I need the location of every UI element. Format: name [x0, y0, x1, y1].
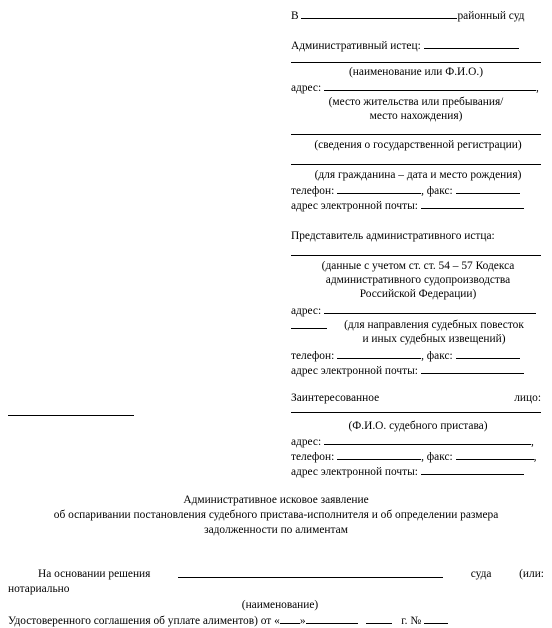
representative-address-label: адрес: — [291, 305, 322, 317]
interested-label-line — [291, 391, 541, 405]
interested-phone-line: телефон: , факс: , — [291, 451, 537, 463]
body-p2-q: » — [299, 615, 306, 627]
representative-phone-line — [291, 348, 520, 363]
plaintiff-address-hint-2: место нахождения) — [369, 110, 463, 122]
representative-email-label: адрес электронной почты: — [291, 365, 418, 377]
document-title-3: задолженности по алиментам — [204, 524, 348, 536]
body-name-hint: (наименование) — [241, 599, 319, 611]
plaintiff-phone-line — [291, 183, 520, 198]
interested-phone-field[interactable] — [337, 449, 421, 460]
court-prefix: В — [291, 10, 299, 22]
plaintiff-registration-hint: (сведения о государственной регистрации) — [314, 139, 522, 151]
representative-data-field[interactable] — [291, 255, 541, 256]
plaintiff-email-line — [291, 198, 524, 213]
interested-phone-label: телефон: — [291, 451, 335, 463]
plaintiff-address-field[interactable] — [324, 80, 536, 91]
plaintiff-phone-label: телефон: — [291, 185, 335, 197]
plaintiff-address-hint-1: (место жительства или пребывания/ — [328, 96, 504, 108]
body-p1-notarial: нотариально — [8, 583, 70, 595]
document-title-2: об оспаривании постановления судебного пристава-исполнителя и об определении размера — [53, 509, 499, 521]
body-paragraph-1 — [8, 567, 544, 581]
court-suffix: районный суд — [457, 10, 525, 22]
body-p1-start: На основании решения — [38, 568, 151, 580]
plaintiff-address-line: адрес: , — [291, 82, 539, 94]
agreement-month-field[interactable] — [306, 613, 358, 624]
plaintiff-fax-field[interactable] — [456, 183, 520, 194]
interested-address-line: адрес: , — [291, 436, 534, 448]
representative-label: Представитель административного истца: — [291, 230, 495, 242]
plaintiff-fax-label: , факс: — [421, 185, 453, 197]
court-line — [291, 8, 524, 23]
interested-email-label: адрес электронной почты: — [291, 466, 418, 478]
representative-address-hint-2: и иных судебных извещений) — [362, 333, 506, 345]
plaintiff-email-field[interactable] — [421, 198, 524, 209]
interested-label-1: Заинтересованное — [291, 392, 380, 404]
body-paragraph-2 — [8, 613, 448, 628]
plaintiff-address-label: адрес: — [291, 82, 322, 94]
plaintiff-phone-field[interactable] — [337, 183, 421, 194]
document-title-1: Административное исковое заявление — [183, 494, 369, 506]
representative-phone-field[interactable] — [337, 348, 421, 359]
representative-data-hint-3: Российской Федерации) — [359, 288, 477, 300]
agreement-number-field[interactable] — [424, 613, 448, 624]
agreement-day-field[interactable] — [280, 613, 300, 624]
plaintiff-email-label: адрес электронной почты: — [291, 200, 418, 212]
representative-address-field[interactable] — [324, 303, 536, 314]
plaintiff-registration-field[interactable] — [291, 134, 541, 135]
representative-data-hint-2: административного судопроизводства — [325, 274, 511, 286]
body-p2-year: г. № — [401, 615, 422, 627]
representative-email-line — [291, 363, 524, 378]
interested-fax-label: , факс: — [421, 451, 453, 463]
interested-address-label: адрес: — [291, 436, 322, 448]
interested-address-field[interactable] — [324, 434, 531, 445]
plaintiff-label: Административный истец: — [291, 40, 421, 52]
interested-email-line — [291, 464, 524, 479]
body-p2-text: Удостоверенного соглашения об уплате алиментов) от « — [8, 615, 280, 627]
court-name-field[interactable] — [301, 8, 457, 19]
representative-email-field[interactable] — [421, 363, 524, 374]
agreement-year-field[interactable] — [366, 613, 392, 624]
representative-data-hint-1: (данные с учетом ст. ст. 54 – 57 Кодекса — [321, 260, 515, 272]
interested-email-field[interactable] — [421, 464, 524, 475]
representative-phone-label: телефон: — [291, 350, 335, 362]
plaintiff-citizen-hint: (для гражданина – дата и место рождения) — [314, 169, 522, 181]
plaintiff-label-line — [291, 38, 519, 53]
court-decision-field[interactable] — [178, 567, 443, 578]
body-p1-court: суда — [470, 568, 492, 580]
interested-name-hint: (Ф.И.О. судебного пристава) — [348, 420, 488, 432]
plaintiff-name-field[interactable] — [291, 62, 541, 63]
representative-address-field-2[interactable] — [291, 328, 327, 329]
interested-name-field[interactable] — [291, 412, 541, 413]
interested-fax-field[interactable] — [456, 449, 534, 460]
representative-address-hint-1: (для направления судебных повесток — [344, 319, 524, 331]
plaintiff-name-hint: (наименование или Ф.И.О.) — [349, 66, 483, 78]
representative-fax-label: , факс: — [421, 350, 453, 362]
plaintiff-field-1[interactable] — [424, 38, 519, 49]
body-p1-or: (или: — [519, 568, 544, 580]
representative-address-line — [291, 303, 536, 318]
interested-label-2: лицо: — [514, 392, 541, 404]
interested-left-field[interactable] — [8, 415, 134, 416]
plaintiff-citizen-field[interactable] — [291, 164, 541, 165]
representative-fax-field[interactable] — [456, 348, 520, 359]
